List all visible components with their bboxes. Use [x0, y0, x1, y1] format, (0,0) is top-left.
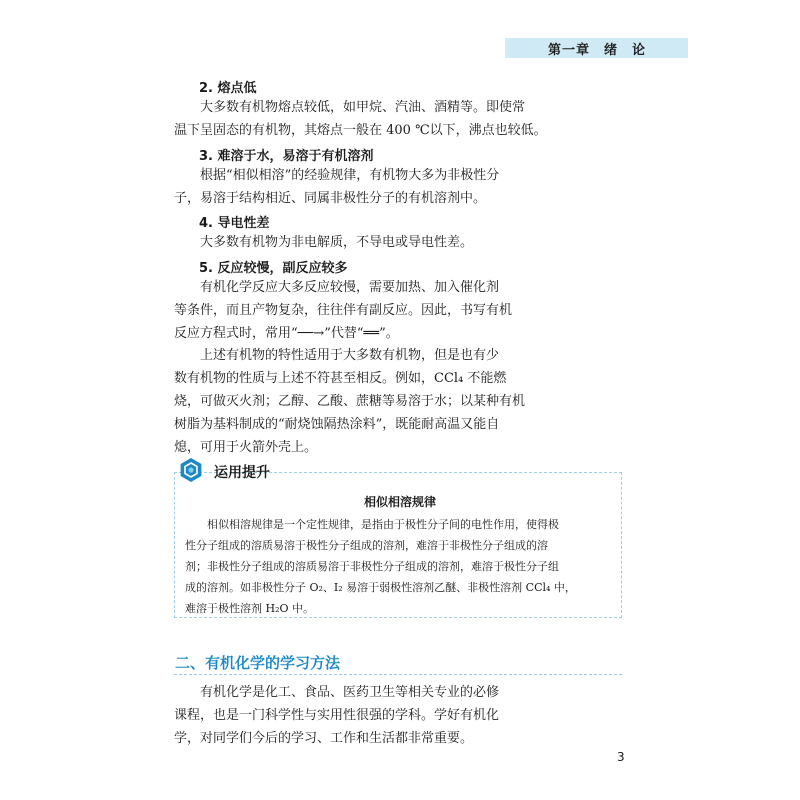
chapter-header: 第一章 绪 论	[548, 43, 647, 58]
text-line: 难溶于极性溶剂 H₂O 中。	[185, 602, 315, 615]
text-line: 学，对同学们今后的学习、工作和生活都非常重要。	[174, 731, 474, 746]
section-divider	[174, 674, 622, 675]
paragraph-solubility	[174, 164, 500, 210]
text-line: 子，易溶于结构相近、同属非极性分子的有机溶剂中。	[174, 191, 487, 206]
text-line: 等条件，而且产物复杂，往往伴有副反应。因此，书写有机	[174, 303, 513, 318]
paragraph-conductivity	[174, 231, 494, 254]
heading-reaction: 5. 反应较慢，副反应较多	[199, 261, 348, 276]
text-line: 温下呈固态的有机物，其熔点一般在 400 ℃以下，沸点也较低。	[174, 123, 547, 138]
text-line: 上述有机物的特性适用于大多数有机物，但是也有少	[200, 348, 500, 363]
paragraph-melting-point	[174, 96, 547, 142]
text-line: 数有机物的性质与上述不符甚至相反。例如，CCl₄ 不能燃	[174, 371, 507, 386]
text-line: 课程，也是一门科学性与实用性很强的学科。学好有机化	[174, 708, 500, 723]
text-line: 大多数有机物为非电解质，不导电或导电性差。	[200, 235, 474, 250]
text-line: 相似相溶规律是一个定性规律，是指由于极性分子间的电性作用，使得极	[207, 518, 559, 531]
text-line: 烧，可做灭火剂；乙醇、乙酸、蔗糖等易溶于水；以某种有机	[174, 394, 526, 409]
page-number: 3	[617, 750, 625, 764]
section-paragraph	[174, 681, 500, 750]
text-line: 大多数有机物熔点较低，如甲烷、汽油、酒精等。即使常	[200, 100, 526, 115]
text-line: 有机化学是化工、食品、医药卫生等相关专业的必修	[200, 685, 500, 700]
text-line: 反应方程式时，常用“──→”代替“══”。	[174, 326, 399, 341]
box-title: 运用提升	[214, 465, 270, 481]
text-line: 性分子组成的溶质易溶于极性分子组成的溶剂，难溶于非极性分子组成的溶	[185, 539, 548, 552]
paragraph-summary	[174, 344, 526, 459]
paragraph-reaction	[174, 276, 513, 345]
box-subtitle: 相似相溶规律	[363, 495, 436, 509]
text-line: 根据“相似相溶”的经验规律，有机物大多为非极性分	[200, 168, 500, 183]
hexagon-molecule-icon	[178, 457, 204, 483]
heading-solubility: 3. 难溶于水，易溶于有机溶剂	[199, 149, 374, 164]
box-paragraph	[185, 514, 615, 619]
heading-melting-point: 2. 熔点低	[199, 81, 257, 96]
text-line: 成的溶剂。如非极性分子 O₂、I₂ 易溶于弱极性溶剂乙醚、非极性溶剂 CCl₄ 中，	[185, 581, 576, 594]
section-title: 二、有机化学的学习方法	[175, 654, 341, 672]
text-line: 剂；非极性分子组成的溶质易溶于非极性分子组成的溶剂，难溶于极性分子组	[185, 560, 559, 573]
text-line: 有机化学反应大多反应较慢，需要加热、加入催化剂	[200, 280, 500, 295]
text-line: 树脂为基料制成的“耐烧蚀隔热涂料”，既能耐高温又能自	[174, 417, 500, 432]
text-line: 熄，可用于火箭外壳上。	[174, 440, 318, 455]
heading-conductivity: 4. 导电性差	[199, 216, 270, 231]
